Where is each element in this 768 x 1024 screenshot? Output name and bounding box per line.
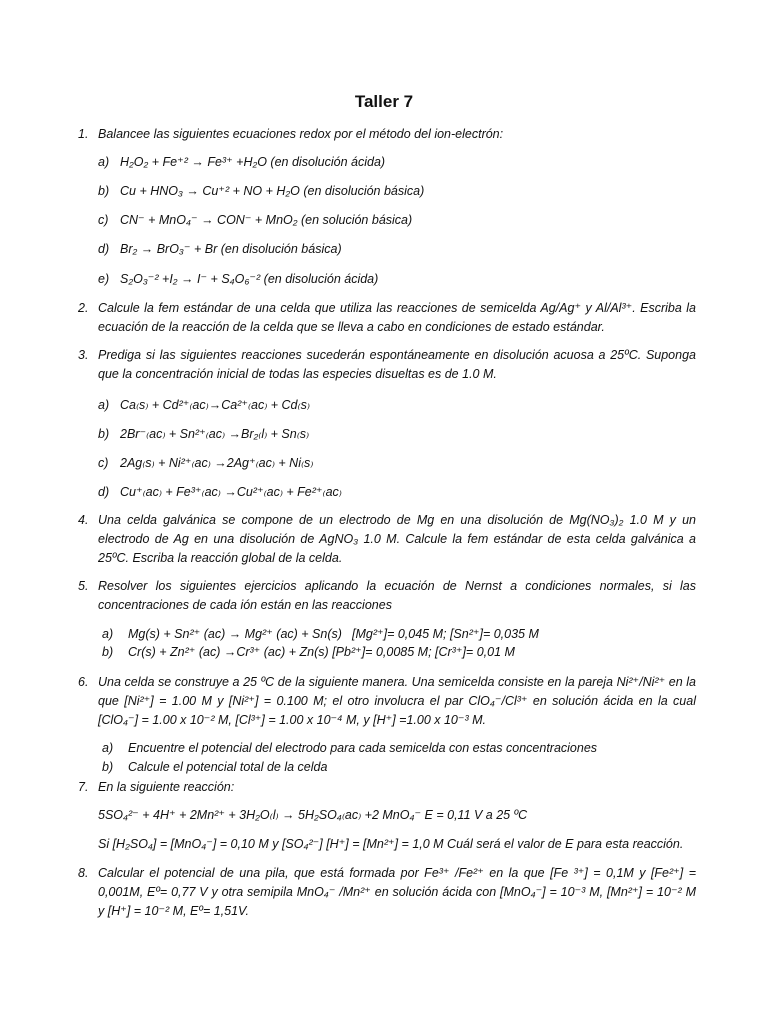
q6-text: Una celda se construye a 25 ºC de la siguiente manera. Una semicelda consiste en la pareja Ni²⁺/Ni²⁺ en la que [Ni²⁺] = 1.00 M y [Ni²⁺] = 0.100 M; el otro involucra el par ClO₄⁻/Cl³⁺ en solución ácida en la cual [ClO₄⁻] = 1.00 x 10⁻² M, [Cl³⁺] = 1.00 x 10⁻⁴ M, y [H⁺] =1.00 x 10⁻³ M.: [98, 675, 696, 727]
page-title: Taller 7: [354, 92, 414, 111]
q3-item-b-text: 2Br⁻₍ac₎ + Sn²⁺₍ac₎ →Br₂₍l₎ + Sn₍s₎: [120, 427, 310, 441]
q3-item-b: [98, 425, 309, 443]
q1-item-c-label: c): [98, 213, 109, 227]
q5-item-b-text: Cr(s) + Zn²⁺ (ac) →Cr³⁺ (ac) + Zn(s): [128, 645, 329, 659]
q1-item-b: [98, 182, 424, 200]
q6-item-a-text: Encuentre el potencial del electrodo para cada semicelda con estas concentraciones: [128, 741, 598, 755]
q7-number: 7.: [78, 780, 89, 794]
q6-item-b-label: b): [102, 760, 114, 774]
q7-text: En la siguiente reacción:: [98, 780, 235, 794]
q3-item-c-text: 2Ag₍s₎ + Ni²⁺₍ac₎ →2Ag⁺₍ac₎ + Ni₍s₎: [120, 456, 314, 470]
q7-question: Si [H₂SO₄] = [MnO₄⁻] = 0,10 M y [SO₄²⁻] [H⁺] = [Mn²⁺] = 1,0 M Cuál será el valor de E para esta reacción.: [98, 837, 684, 851]
q6-item-a-label: a): [102, 741, 114, 755]
q1-item-d: [98, 240, 342, 258]
q5-item-b-conc: [Pb²⁺]= 0,0085 M; [Cr³⁺]= 0,01 M: [332, 645, 515, 659]
q1-text: Balancee las siguientes ecuaciones redox por el método del ion-electrón:: [98, 127, 504, 141]
q3-item-a-text: Ca₍s₎ + Cd²⁺₍ac₎→Ca²⁺₍ac₎ + Cd₍s₎: [120, 398, 310, 412]
q1-item-a: [98, 153, 385, 171]
q4-number: 4.: [78, 513, 89, 527]
q5-item-a-conc: [Mg²⁺]= 0,045 M; [Sn²⁺]= 0,035 M: [352, 627, 539, 641]
q5-item-a-label: a): [102, 627, 114, 641]
q2-number: 2.: [78, 301, 89, 315]
q6-item-b-text: Calcule el potencial total de la celda: [128, 760, 328, 774]
q5-text: Resolver los siguientes ejercicios aplicando la ecuación de Nernst a condiciones normales, si las concentraciones de cada ión están en las reacciones: [98, 579, 696, 612]
q3-item-d-text: Cu⁺₍ac₎ + Fe³⁺₍ac₎ →Cu²⁺₍ac₎ + Fe²⁺₍ac₎: [120, 485, 342, 499]
q3-item-c-label: c): [98, 456, 109, 470]
q6-item-b: [102, 758, 327, 776]
q3-item-b-label: b): [98, 427, 110, 441]
q1-number: 1.: [78, 127, 89, 141]
q4-text: Una celda galvánica se compone de un electrodo de Mg en una disolución de Mg(NO₃)₂ 1.0 M y un electrodo de Ag en una disolución de AgNO₃ 1.0 M. Calcule la fem estándar de esta celda galvánica a 25ºC. Escriba la reacción global de la celda.: [98, 513, 696, 565]
q5-item-a-text: Mg(s) + Sn²⁺ (ac) → Mg²⁺ (ac) + Sn(s): [128, 627, 342, 641]
q3-text: Prediga si las siguientes reacciones sucederán espontáneamente en disolución acuosa a 25ºC. Suponga que la concentración inicial de todas las especies disueltas es de 1.0 M.: [98, 348, 696, 381]
q1-item-b-label: b): [98, 184, 110, 198]
q1-item-b-text: Cu + HNO₃ → Cu⁺² + NO + H₂O (en disolución básica): [120, 184, 425, 198]
q1-item-e-label: e): [98, 272, 110, 286]
q3-item-d-label: d): [98, 485, 110, 499]
q8-number: 8.: [78, 866, 89, 880]
q6-number: 6.: [78, 675, 89, 689]
q1-item-e: [98, 270, 378, 288]
q3-number: 3.: [78, 348, 89, 362]
q3-item-a: [98, 396, 310, 414]
q1-item-a-text: H₂O₂ + Fe⁺² → Fe³⁺ +H₂O (en disolución ácida): [120, 155, 386, 169]
q5-item-a: [102, 625, 342, 643]
q2-text: Calcule la fem estándar de una celda que utiliza las reacciones de semicelda Ag/Ag⁺ y Al/Al³⁺. Escriba la ecuación de la reacción de la celda que se lleva a cabo en condiciones de estado estándar.: [98, 301, 696, 334]
q1-item-d-label: d): [98, 242, 110, 256]
q3-item-d: [98, 483, 342, 501]
q5-number: 5.: [78, 579, 89, 593]
q3-item-c: [98, 454, 313, 472]
q1-item-a-label: a): [98, 155, 110, 169]
q3-item-a-label: a): [98, 398, 110, 412]
q5-item-b-label: b): [102, 645, 114, 659]
q1-item-d-text: Br₂ → BrO₃⁻ + Br (en disolución básica): [120, 242, 342, 256]
q8-text: Calcular el potencial de una pila, que está formada por Fe³⁺ /Fe²⁺ en la que [Fe ³⁺] = 0,1M y [Fe²⁺] = 0,001M, Eº= 0,77 V y otra semipila MnO₄⁻ /Mn²⁺ en solución ácida con [MnO₄⁻] = 10⁻³ M, [Mn²⁺] = 10⁻² M y [H⁺] = 10⁻² M, Eº= 1,51V.: [98, 866, 696, 918]
q1-item-c: [98, 211, 412, 229]
q6-item-a: [102, 739, 597, 757]
q1-item-e-text: S₂O₃⁻² +I₂ → I⁻ + S₄O₆⁻² (en disolución ácida): [120, 272, 379, 286]
q5-item-b: [102, 643, 515, 661]
q7-equation: 5SO₄²⁻ + 4H⁺ + 2Mn²⁺ + 3H₂O₍l₎ → 5H₂SO₄₍ac₎ +2 MnO₄⁻ E = 0,11 V a 25 ºC: [98, 808, 528, 822]
q1-item-c-text: CN⁻ + MnO₄⁻ → CON⁻ + MnO₂ (en solución básica): [120, 213, 413, 227]
